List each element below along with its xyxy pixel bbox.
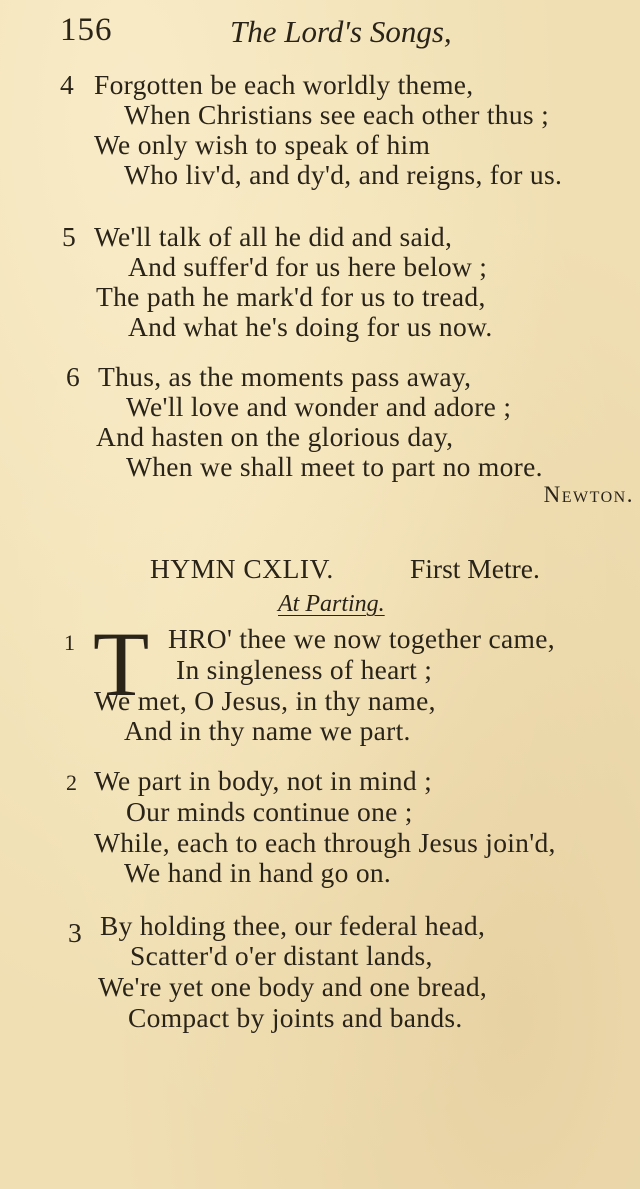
verse-line: Who liv'd, and dy'd, and reigns, for us. (124, 159, 563, 190)
hymn-subtitle: At Parting. (278, 591, 385, 617)
verse-line: Thus, as the moments pass away, (98, 361, 472, 392)
drop-cap: T (93, 613, 150, 715)
verse-line: We only wish to speak of him (94, 129, 431, 160)
verse-line: We met, O Jesus, in thy name, (94, 685, 436, 716)
stanza-number: 1 (64, 630, 75, 655)
verse-line: Forgotten be each worldly theme, (94, 69, 474, 100)
verse-line: And suffer'd for us here below ; (128, 251, 488, 282)
verse-line: We part in body, not in mind ; (94, 765, 433, 796)
verse-line: Compact by joints and bands. (128, 1002, 463, 1033)
verse-line: And what he's doing for us now. (128, 311, 493, 342)
stanza-number: 6 (66, 361, 80, 392)
page-header (60, 12, 490, 52)
verse-line: Our minds continue one ; (126, 796, 413, 827)
verse-line: When we shall meet to part no more. (126, 451, 543, 482)
verse-line: The path he mark'd for us to tread, (96, 281, 486, 312)
verse-line: HRO' thee we now together came, (168, 623, 555, 654)
verse-line: We'll love and wonder and adore ; (126, 391, 512, 422)
hymn-meter: First Metre. (410, 553, 540, 584)
stanza-number: 5 (62, 221, 76, 252)
stanza-number: 4 (60, 69, 74, 100)
verse-line: We're yet one body and one bread, (98, 971, 488, 1002)
page-number: 156 (60, 12, 113, 48)
verse-line: And hasten on the glorious day, (96, 421, 454, 452)
stanza-number: 3 (68, 917, 82, 948)
stanza-number: 2 (66, 770, 77, 795)
verse-line: By holding thee, our federal head, (100, 910, 486, 941)
verse-line: And in thy name we part. (124, 715, 411, 746)
running-title: The Lord's Songs, (230, 14, 452, 49)
verse-line: We hand in hand go on. (124, 857, 392, 888)
author-attribution: Newton. (543, 482, 634, 507)
verse-line: In singleness of heart ; (176, 654, 433, 685)
verse-line: Scatter'd o'er distant lands, (130, 940, 433, 971)
verse-line: While, each to each through Jesus join'd, (94, 827, 556, 858)
hymn-title: HYMN CXLIV. (150, 553, 334, 584)
verse-line: When Christians see each other thus ; (124, 99, 550, 130)
verse-line: We'll talk of all he did and said, (94, 221, 453, 252)
